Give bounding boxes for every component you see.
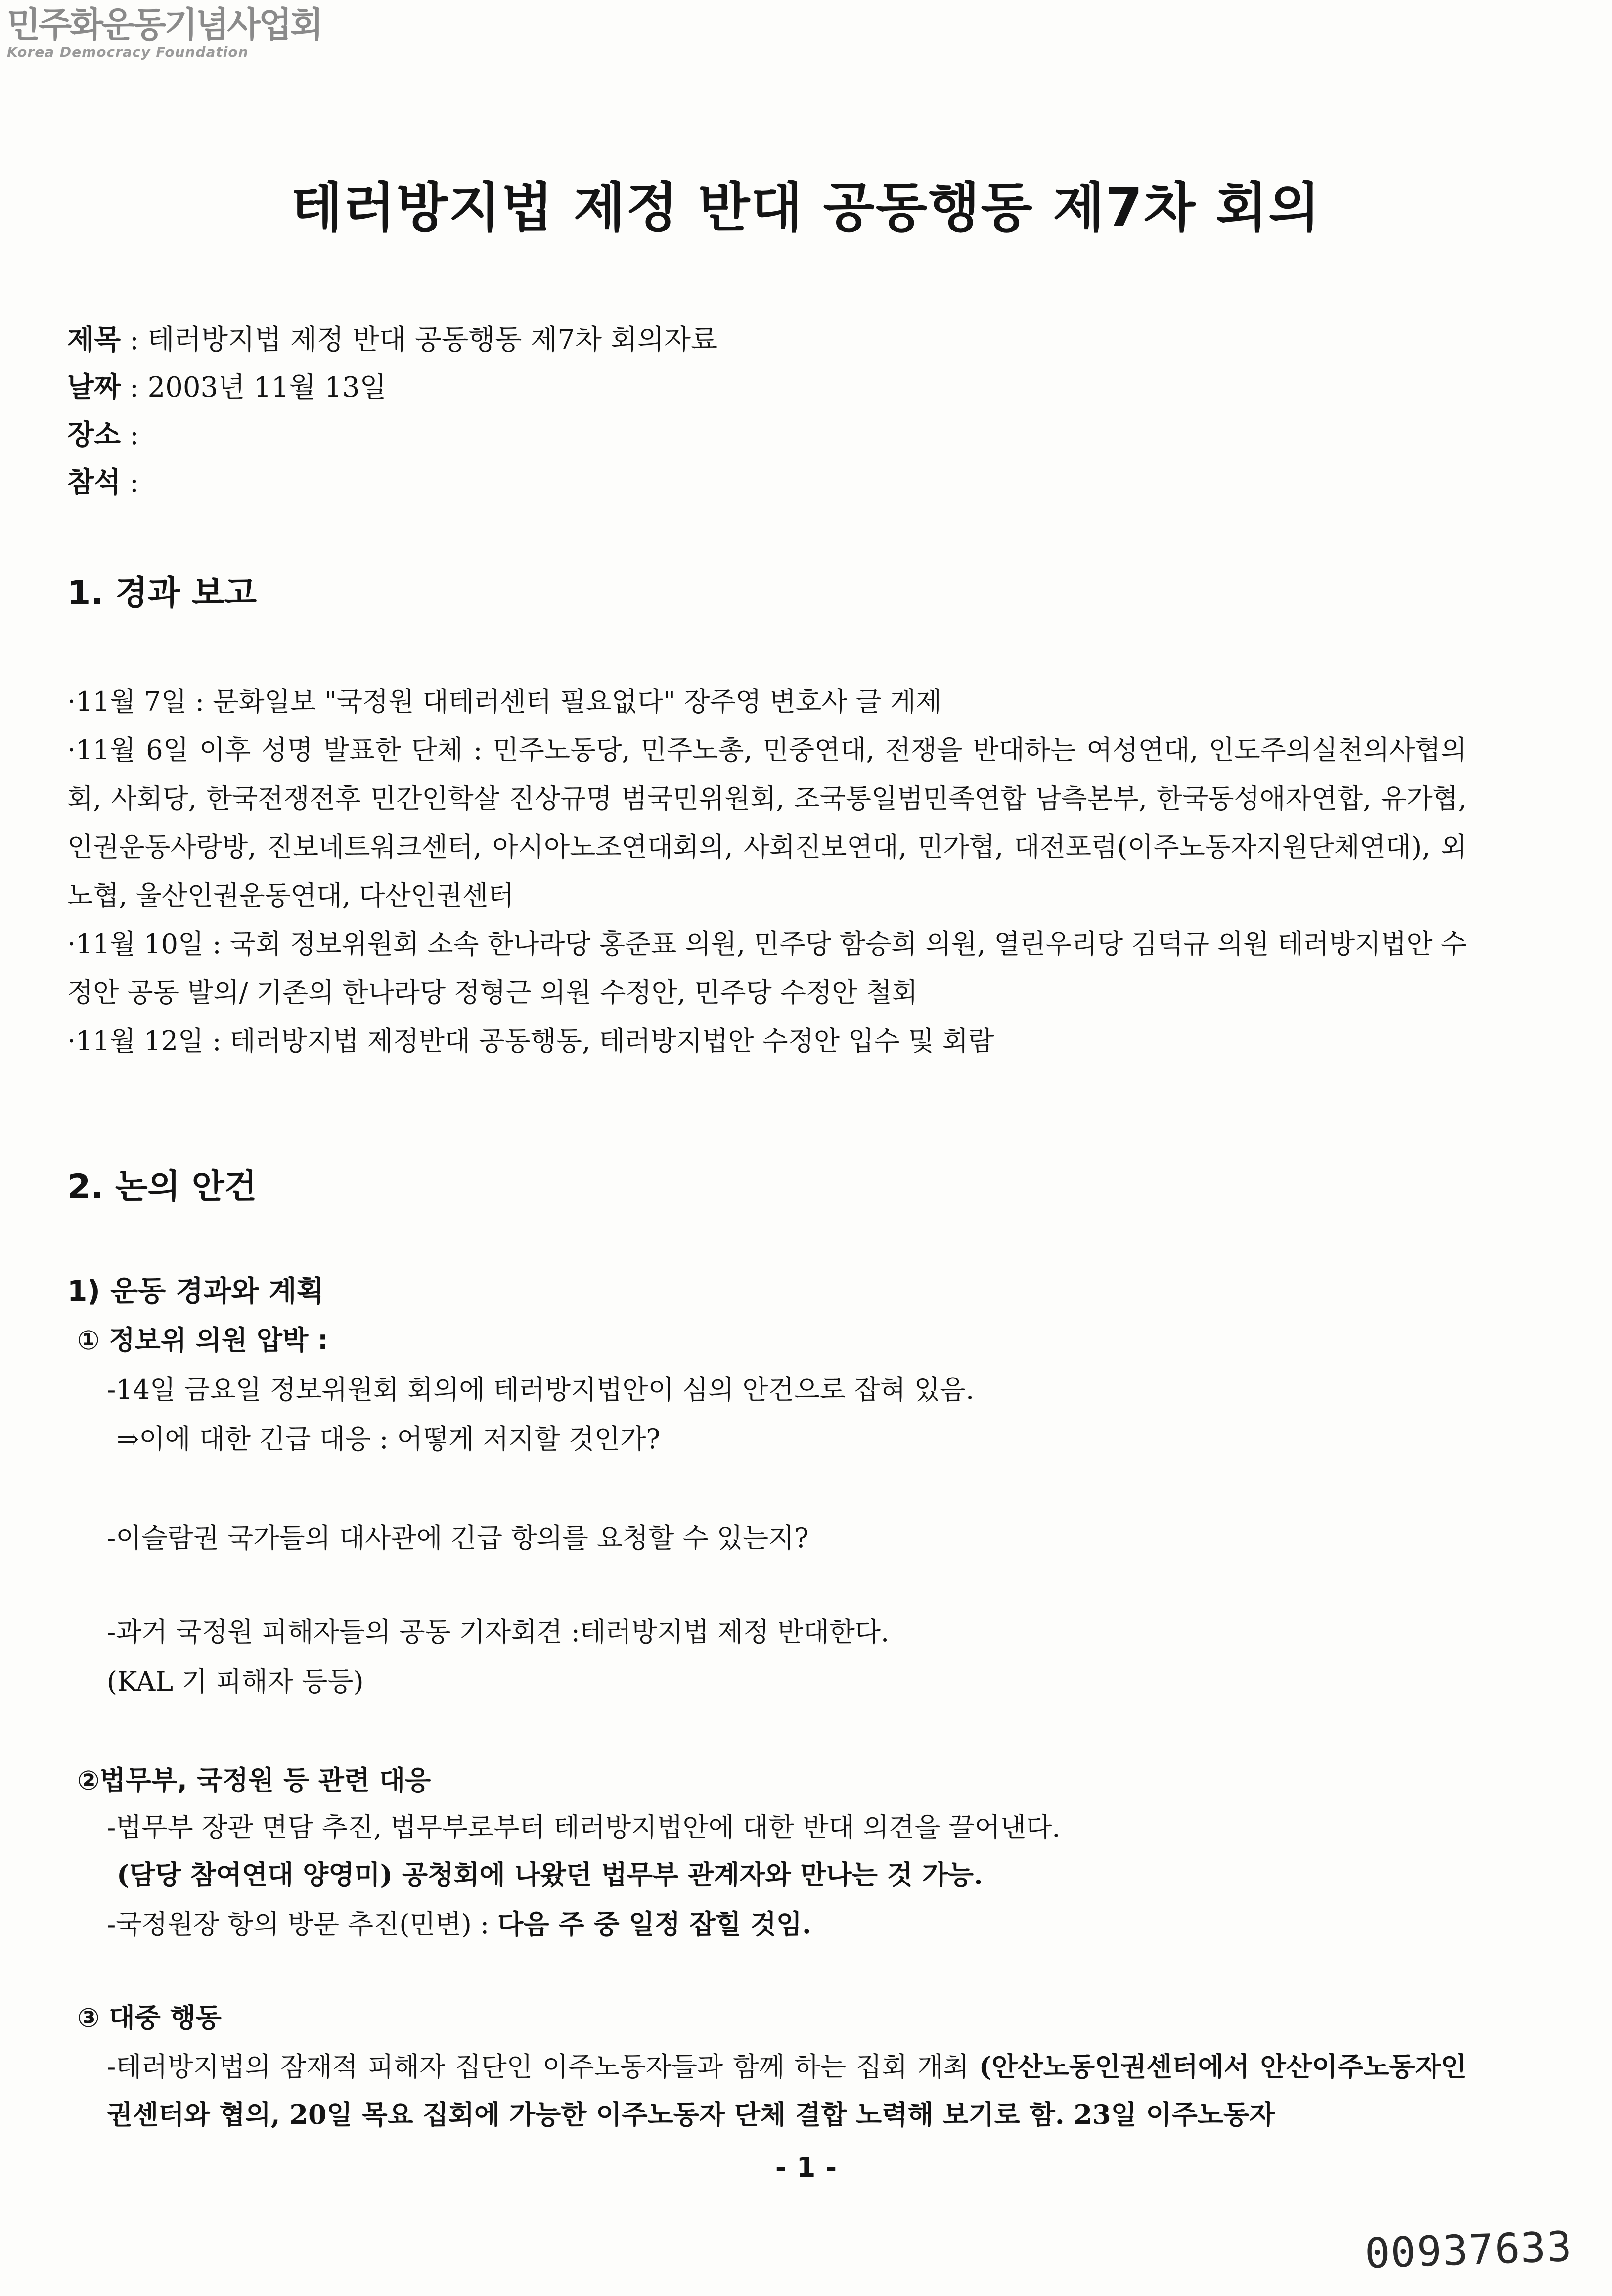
meta-value: 2003년 11월 13일 xyxy=(147,371,387,404)
agenda-line: ⇒이에 대한 긴급 대응 : 어떻게 저지할 것인가? xyxy=(117,1424,661,1455)
page-number: - 1 - xyxy=(775,2152,837,2184)
agenda-line: -14일 금요일 정보위원회 회의에 테러방지법안이 심의 안건으로 잡혀 있음. xyxy=(107,1374,975,1405)
agenda-text-bold: 다음 주 중 일정 잡힐 것임. xyxy=(497,1908,811,1940)
meta-subject-row xyxy=(67,317,717,364)
list-item: ·11월 12일 : 테러방지법 제정반대 공동행동, 테러방지법안 수정안 입수 및 회람 xyxy=(67,1025,994,1056)
logo-korean-text: 민주화운동기념사업회 xyxy=(7,4,322,45)
list-item: ·11월 7일 : 문화일보 "국정원 대테러센터 필요없다" 장주영 변호사 글 게제 xyxy=(67,686,942,717)
agenda-line: -법무부 장관 면담 추진, 법무부로부터 테러방지법안에 대한 반대 의견을 끌어낸다. xyxy=(107,1812,1061,1843)
agenda-paragraph xyxy=(107,2043,1467,2139)
meta-separator: : xyxy=(121,371,148,404)
meta-place-row xyxy=(67,412,717,459)
meta-attendees-row xyxy=(67,459,717,506)
section-heading-agenda: 2. 논의 안건 xyxy=(67,1167,257,1206)
agenda-text: -국정원장 항의 방문 추진(민변) : xyxy=(107,1909,498,1940)
document-title: 테러방지법 제정 반대 공동행동 제7차 회의 xyxy=(291,177,1321,239)
meta-label: 참석 xyxy=(67,466,121,499)
agenda-line: (담당 참여연대 양영미) 공청회에 나왔던 법무부 관계자와 만나는 것 가능. xyxy=(117,1859,983,1890)
list-item: ·11월 6일 이후 성명 발표한 단체 : 민주노동당, 민주노총, 민중연대, 전쟁을 반대하는 여성연대, 인도주의실천의사협의회, 사회당, 한국전쟁전후 민간인학살 진상규명 범국민위원회, 조국통일범민족연합 남측본부, 한국동성애자연합, 유가협, 인권운동사랑방, 진보네트워크센터, 아시아노조연대회의, 사회진보연대, 민가협, 대전포럼(이주노동자지원단체연대), 외노협, 울산인권운동연대, 다산인권센터 xyxy=(67,735,1467,911)
agenda-text-bold: (안산노동인권센터에서 안산이주노동자인권센터와 협의, 20일 목요 집회에 가능한 이주노동자 단체 결합 노력해 보기로 함. 23일 이주노동자 xyxy=(107,2051,1467,2130)
meta-label: 날짜 xyxy=(67,371,121,404)
meta-block xyxy=(67,317,717,506)
meta-label: 장소 xyxy=(67,419,121,451)
progress-report-list xyxy=(67,678,1467,1065)
agenda-line: -이슬람권 국가들의 대사관에 긴급 항의를 요청할 수 있는지? xyxy=(107,1522,809,1554)
meta-label: 제목 xyxy=(67,324,121,356)
meta-date-row xyxy=(67,364,717,412)
section-heading-progress-report: 1. 경과 보고 xyxy=(67,574,257,613)
item-heading: ③ 대중 행동 xyxy=(77,2002,222,2033)
list-item: ·11월 10일 : 국회 정보위원회 소속 한나라당 홍준표 의원, 민주당 함승희 의원, 열린우리당 김덕규 의원 테러방지법안 수정안 공동 발의/ 기존의 한나라당 정형근 의원 수정안, 민주당 수정안 철회 xyxy=(67,928,1467,1008)
archive-number-stamp: 00937633 xyxy=(1364,2222,1574,2278)
meta-separator: : xyxy=(121,419,139,451)
meta-separator: : xyxy=(121,466,139,499)
item-heading: ① 정보위 의원 압박 : xyxy=(77,1325,328,1356)
subsection-heading: 1) 운동 경과와 계획 xyxy=(67,1274,324,1308)
agenda-line xyxy=(107,1904,811,1944)
meta-separator: : xyxy=(121,324,148,356)
logo-english-text: Korea Democracy Foundation xyxy=(7,44,249,60)
agenda-line: (KAL 기 피해자 등등) xyxy=(107,1666,364,1697)
item-heading: ②법무부, 국정원 등 관련 대응 xyxy=(77,1765,431,1796)
foundation-logo xyxy=(7,5,321,60)
meta-value: 테러방지법 제정 반대 공동행동 제7차 회의자료 xyxy=(147,324,718,356)
agenda-line: -과거 국정원 피해자들의 공동 기자회견 :테러방지법 제정 반대한다. xyxy=(107,1616,890,1648)
agenda-text: -테러방지법의 잠재적 피해자 집단인 이주노동자들과 함께 하는 집회 개최 xyxy=(107,2051,979,2082)
